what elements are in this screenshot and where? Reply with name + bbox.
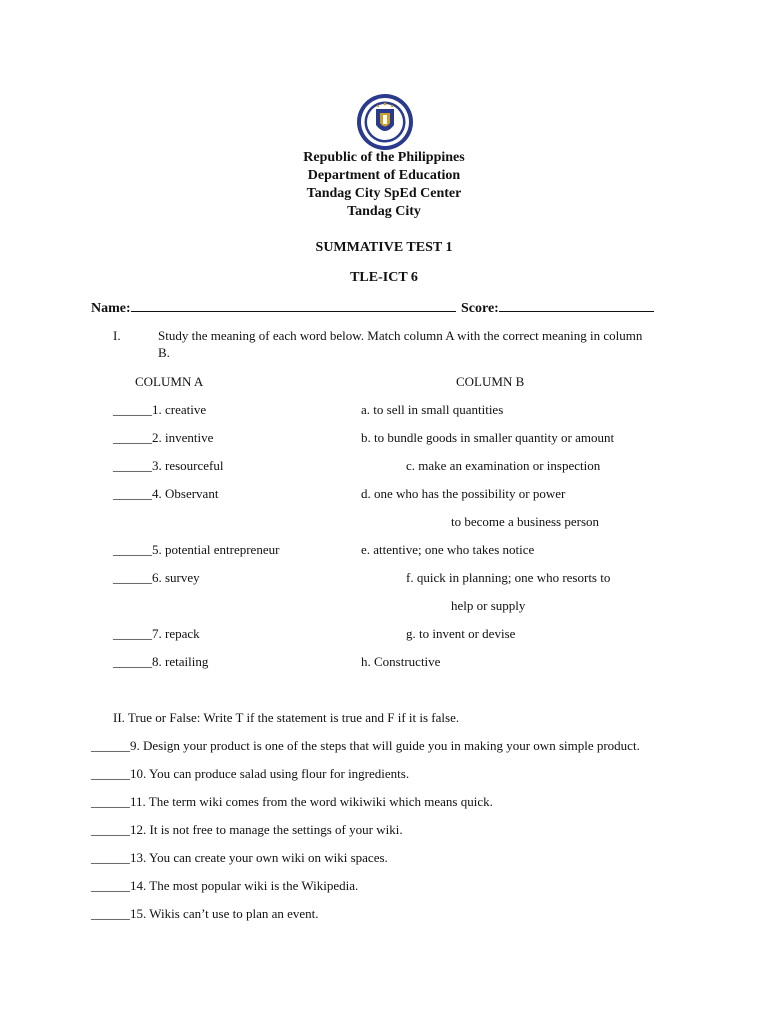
column-b-item: c. make an examination or inspection [406,458,601,473]
true-false-item: ______10. You can produce salad using flour for ingredients. [91,766,410,781]
column-b-item: f. quick in planning; one who resorts to [406,570,611,585]
column-a-item: ______6. survey [113,570,200,585]
column-b-item: a. to sell in small quantities [361,402,504,417]
part1-numeral: I. [113,328,121,343]
header-line-department: Department of Education [307,168,461,183]
score-field [461,299,654,317]
test-subject: TLE-ICT 6 [350,270,418,285]
column-b-item-cont: help or supply [451,598,526,613]
test-title: SUMMATIVE TEST 1 [315,240,453,255]
name-label: Name: [91,301,131,316]
column-a-item: ______8. retailing [113,654,209,669]
true-false-item: ______11. The term wiki comes from the word wikiwiki which means quick. [91,794,493,809]
score-label: Score: [461,301,499,316]
column-a-item: ______5. potential entrepreneur [113,542,280,557]
name-field [91,299,456,317]
name-blank[interactable] [131,299,456,312]
part2-instruction: II. True or False: Write T if the statement is true and F if it is false. [113,710,460,725]
column-b-item: e. attentive; one who takes notice [361,542,535,557]
column-a-item: ______1. creative [113,402,207,417]
true-false-item: ______14. The most popular wiki is the Wikipedia. [91,878,359,893]
column-a-item: ______4. Observant [113,486,219,501]
column-b-item: d. one who has the possibility or power [361,486,566,501]
header-line-republic: Republic of the Philippines [303,150,465,165]
deped-seal-icon [356,93,414,151]
column-b-item: b. to bundle goods in smaller quantity or amount [361,430,615,445]
true-false-item: ______15. Wikis can’t use to plan an event. [91,906,319,921]
column-b-item: h. Constructive [361,654,441,669]
true-false-item: ______13. You can create your own wiki on wiki spaces. [91,850,388,865]
header-line-school: Tandag City SpEd Center [306,186,462,201]
part1-instruction-cont: B. [158,345,170,360]
true-false-item: ______9. Design your product is one of the steps that will guide you in making your own simple product. [91,738,640,753]
column-a-item: ______7. repack [113,626,200,641]
column-a-header: COLUMN A [135,374,204,389]
column-b-item: g. to invent or devise [406,626,516,641]
true-false-item: ______12. It is not free to manage the settings of your wiki. [91,822,403,837]
column-b-item-cont: to become a business person [451,514,600,529]
column-a-item: ______3. resourceful [113,458,224,473]
score-blank[interactable] [499,299,654,312]
header-line-city: Tandag City [347,204,421,219]
column-b-header: COLUMN B [456,374,525,389]
column-a-item: ______2. inventive [113,430,214,445]
part1-instruction: Study the meaning of each word below. Match column A with the correct meaning in column [158,328,643,343]
